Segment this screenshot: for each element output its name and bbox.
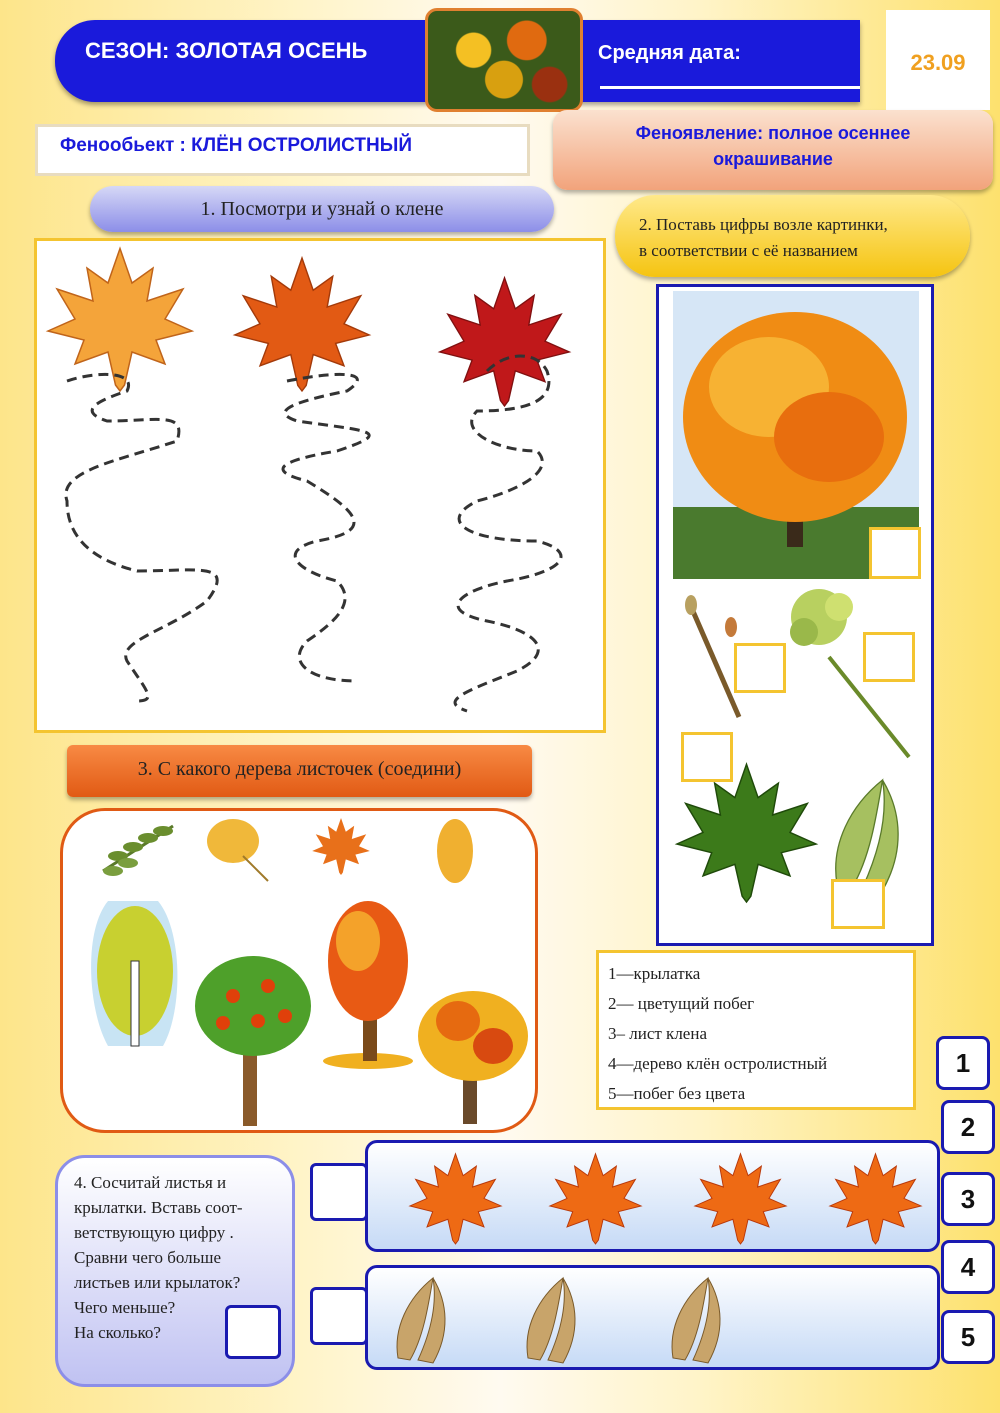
season-title: СЕЗОН: ЗОЛОТАЯ ОСЕНЬ [85,38,368,63]
avg-date-value: 23.09 [910,50,966,75]
leaves-strip [365,1140,940,1252]
legend-item: 3– лист клена [608,1024,707,1043]
birch-leaf-icon [207,819,259,863]
samaras-strip [365,1265,940,1370]
maple-leaf-icon [312,818,370,875]
task4-line: Сравни чего больше [74,1248,222,1267]
oak-tree-icon [418,991,528,1124]
tree-match-illustrations [63,811,535,1130]
task4-line: Чего меньше? [74,1298,176,1317]
task1-title: 1. Посмотри и узнай о клене [90,186,554,232]
rowan-leaf-icon [103,826,173,876]
maple-illustrations [659,287,931,943]
legend-item: 2— цветущий побег [608,994,755,1013]
legend-item: 4—дерево клён остролистный [608,1054,828,1073]
legend-list [596,950,916,1110]
maple-leaf-icon [550,1154,641,1244]
answer-box-leaf[interactable] [681,732,733,782]
task2-line2: в соответствии с её названием [639,241,858,260]
answer-box-samara[interactable] [831,879,885,929]
maple-leaf-icon [48,249,192,392]
rowan-tree-icon [195,956,311,1126]
pheno-event-line2: окрашивание [713,149,833,169]
maple-leaf-icon [830,1154,921,1244]
trace-panel[interactable] [34,238,606,733]
dashed-trace-path [66,374,217,701]
avg-date-label: Средняя дата: [598,42,741,64]
task4-line: 4. Сосчитай листья и [74,1173,227,1192]
samara-icon [527,1278,575,1363]
maple-leaf-icon [677,764,816,902]
leaf-count-box[interactable] [310,1163,368,1221]
maple-tree-icon [323,901,413,1069]
answer-box-flowering-shoot[interactable] [863,632,915,682]
tree-match-panel[interactable] [60,808,538,1133]
legend-item: 1—крылатка [608,964,701,983]
maple-leaf-icon [410,1154,501,1244]
task2-title [615,195,970,277]
oak-leaf-icon [437,819,473,883]
pheno-object-label: Фенообьект : КЛЁН ОСТРОЛИСТНЫЙ [60,135,412,156]
samara-count-box[interactable] [310,1287,368,1345]
number-tile-3[interactable]: 3 [941,1172,995,1226]
maple-leaf-icon [695,1154,786,1244]
dashed-trace-path [283,374,369,681]
task4-line: На сколько? [74,1323,161,1342]
difference-answer-box[interactable] [225,1305,281,1359]
number-tile-5[interactable]: 5 [941,1310,995,1364]
maple-leaf-icon [235,258,369,391]
answer-box-tree[interactable] [869,527,921,579]
answer-box-bud-shoot[interactable] [734,643,786,693]
autumn-leaves-photo [425,8,583,112]
number-tile-4[interactable]: 4 [941,1240,995,1294]
samara-icon [672,1278,720,1363]
number-tile-1[interactable]: 1 [936,1036,990,1090]
avg-date-box [886,10,990,110]
samara-icon [397,1278,445,1363]
pheno-object-box [35,124,530,176]
pheno-event-line1: Феноявление: полное осеннее [635,123,911,143]
trace-drawing [37,241,603,730]
task3-title: 3. С какого дерева листочек (соедини) [67,745,532,797]
maple-images-panel [656,284,934,946]
task4-line: ветствующую цифру . [74,1223,234,1242]
leaves-row [368,1143,937,1249]
header-divider [600,86,860,89]
samaras-row [368,1268,937,1367]
legend-item: 5—побег без цвета [608,1084,746,1103]
dashed-trace-path [455,356,561,711]
task4-line: крылатки. Вставь соот- [74,1198,243,1217]
task2-line1: 2. Поставь цифры возле картинки, [639,215,888,234]
pheno-event-box [553,110,993,190]
samara-icon [836,780,898,891]
birch-tree-icon [91,901,177,1046]
task4-line: листьев или крылаток? [74,1273,241,1292]
number-tile-2[interactable]: 2 [941,1100,995,1154]
